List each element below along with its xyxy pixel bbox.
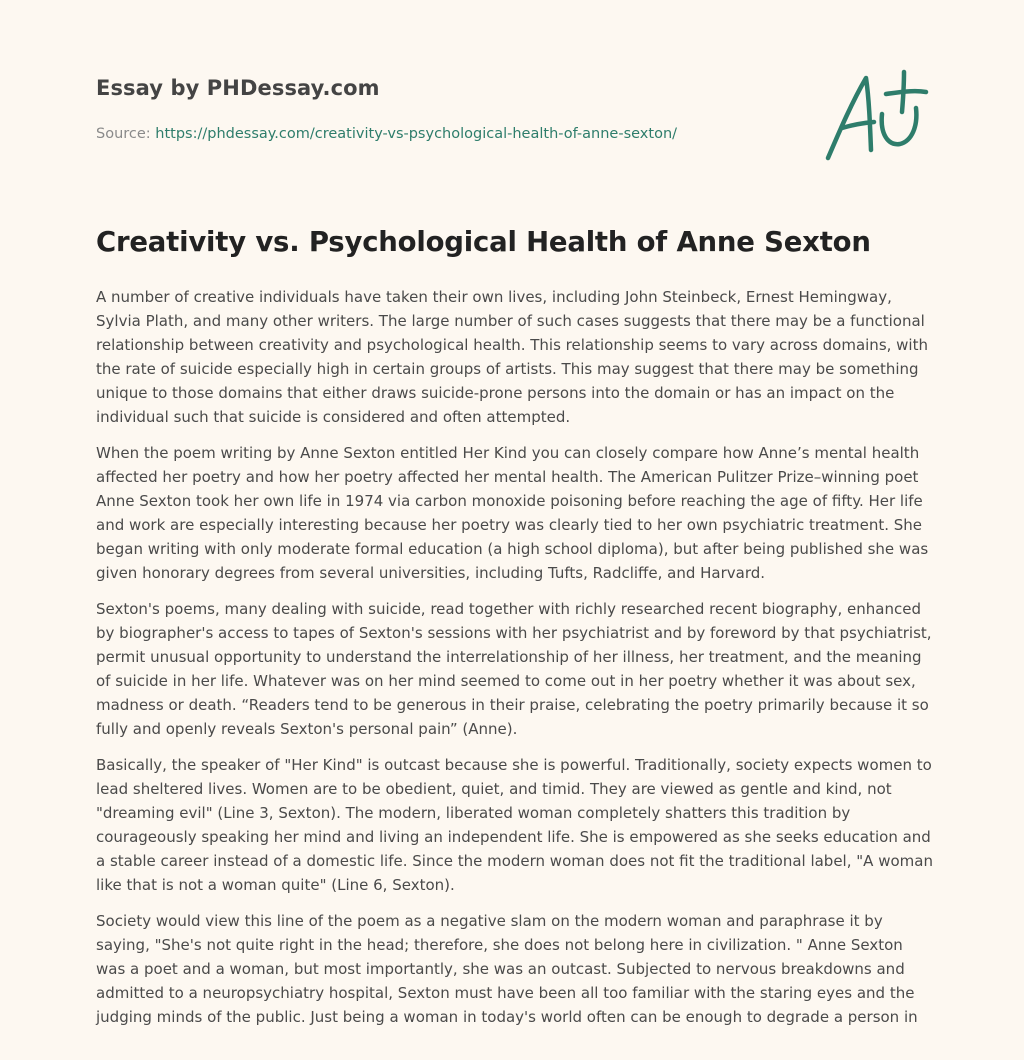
essay-paragraph: Society would view this line of the poem as a negative slam on the modern woman and paraphrase it by saying, "She's not quite right in the head; therefore, she does not belong here in civilization. " Anne Sexton was a poet and a woman, but most importantly, she was an outcast. Subjected to nervous breakdowns and admitted to a neuropsychiatry hospital, Sexton must have been all too familiar with the staring eyes and the judging minds of the public. Just being a woman in today's world often can be enough to degrade a person in bbox=[96, 912, 918, 1026]
page-header bbox=[96, 76, 796, 142]
essay-body bbox=[96, 285, 936, 1041]
essay-paragraph: Basically, the speaker of "Her Kind" is outcast because she is powerful. Traditionally, society expects women to lead sheltered lives. Women are to be obedient, quiet, and timid. They are viewed as gentle and kind, not "dreaming evil" (Line 3, Sexton). The modern, liberated woman completely shatters this tradition by courageously speaking her mind and living an independent life. She is empowered as she seeks education and a stable career instead of a domestic life. Since the modern woman does not fit the traditional label, "A woman like that is not a woman quite" (Line 6, Sexton). bbox=[96, 756, 933, 894]
essay-paragraph: Sexton's poems, many dealing with suicide, read together with richly researched recent biography, enhanced by biographer's access to tapes of Sexton's sessions with her psychiatrist and by foreword by that psychiatrist, permit unusual opportunity to understand the interrelationship of her illness, her treatment, and the meaning of suicide in her life. Whatever was on her mind seemed to come out in her poetry whether it was about sex, madness or death. “Readers tend to be generous in their praise, celebrating the poetry primarily because it so fully and openly reveals Sexton's personal pain” (Anne). bbox=[96, 600, 932, 738]
source-line bbox=[96, 126, 796, 142]
source-label: Source: bbox=[96, 126, 156, 142]
site-brand: Essay by PHDessay.com bbox=[96, 76, 380, 100]
essay-paragraph: A number of creative individuals have taken their own lives, including John Steinbeck, Ernest Hemingway, Sylvia Plath, and many other writers. The large number of such cases suggests that there may be a functional relationship between creativity and psychological health. This relationship seems to vary across domains, with the rate of suicide especially high in certain groups of artists. This may suggest that there may be something unique to those domains that either draws suicide-prone persons into the domain or has an impact on the individual such that suicide is considered and often attempted. bbox=[96, 288, 928, 426]
a-plus-grade-icon bbox=[822, 68, 930, 166]
essay-paragraph: When the poem writing by Anne Sexton entitled Her Kind you can closely compare how Anne’s mental health affected her poetry and how her poetry affected her mental health. The American Pulitzer Prize–winning poet Anne Sexton took her own life in 1974 via carbon monoxide poisoning before reaching the age of fifty. Her life and work are especially interesting because her poetry was clearly tied to her own psychiatric treatment. She began writing with only moderate formal education (a high school diploma), but after being published she was given honorary degrees from several universities, including Tufts, Radcliffe, and Harvard. bbox=[96, 444, 929, 582]
essay-title: Creativity vs. Psychological Health of Anne Sexton bbox=[96, 226, 871, 258]
source-link[interactable]: https://phdessay.com/creativity-vs-psychological-health-of-anne-sexton/ bbox=[155, 126, 678, 142]
